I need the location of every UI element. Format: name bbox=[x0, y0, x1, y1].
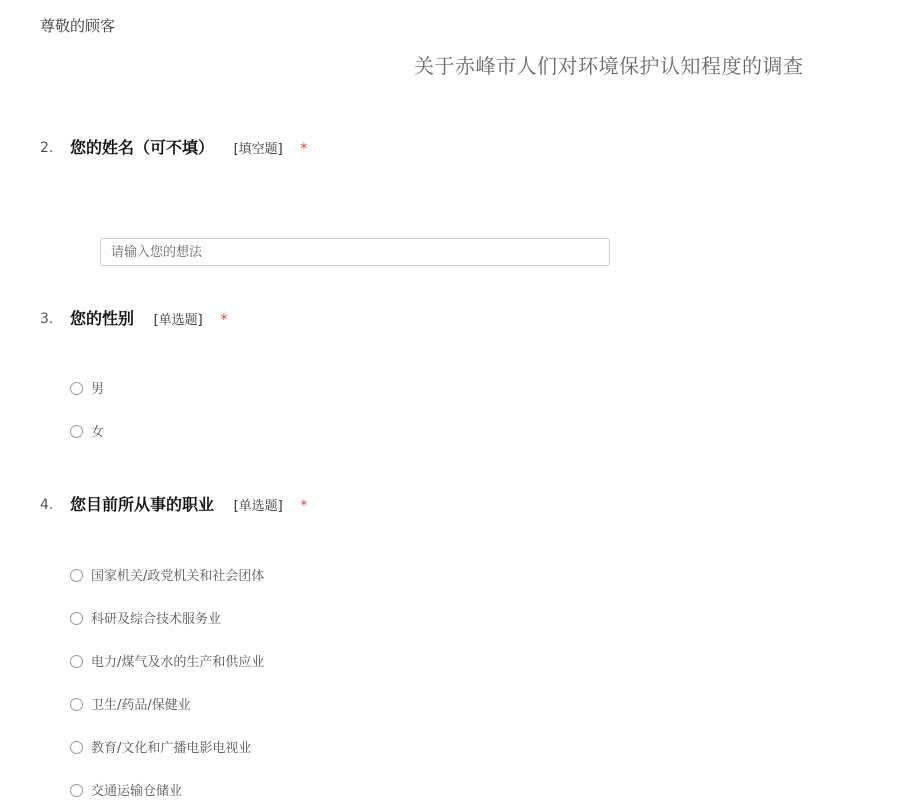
required-marker: * bbox=[220, 312, 228, 328]
question-title bbox=[70, 307, 227, 333]
radio-button[interactable] bbox=[70, 569, 83, 582]
radio-button[interactable] bbox=[70, 784, 83, 797]
option-label: 交通运输仓储业 bbox=[91, 783, 183, 799]
question-title-text: 您的姓名（可不填） bbox=[70, 138, 215, 157]
greeting-text: 尊敬的顾客 bbox=[40, 17, 116, 35]
question-occupation bbox=[40, 493, 860, 799]
question-title bbox=[70, 136, 307, 162]
option-label: 女 bbox=[91, 424, 105, 440]
radio-button[interactable] bbox=[70, 741, 83, 754]
question-header bbox=[40, 307, 860, 331]
option-label: 科研及综合技术服务业 bbox=[91, 611, 222, 627]
question-type-label: [单选题] bbox=[233, 499, 283, 514]
occupation-option-health[interactable] bbox=[70, 694, 191, 716]
question-header bbox=[40, 493, 860, 517]
occupation-option-government[interactable] bbox=[70, 565, 264, 587]
option-label: 男 bbox=[91, 381, 105, 397]
radio-button[interactable] bbox=[70, 382, 83, 395]
required-marker: * bbox=[300, 498, 308, 514]
name-input[interactable] bbox=[100, 238, 610, 266]
question-number: 4. bbox=[40, 497, 54, 513]
required-marker: * bbox=[300, 141, 308, 157]
question-type-label: [单选题] bbox=[153, 313, 203, 328]
question-number: 2. bbox=[40, 140, 54, 156]
occupation-option-utilities[interactable] bbox=[70, 651, 264, 673]
question-title-text: 您的性别 bbox=[70, 309, 135, 328]
question-title bbox=[70, 493, 307, 519]
question-gender bbox=[40, 307, 860, 440]
question-header bbox=[40, 136, 860, 160]
radio-button[interactable] bbox=[70, 612, 83, 625]
gender-option-male[interactable] bbox=[70, 378, 104, 400]
option-label: 国家机关/政党机关和社会团体 bbox=[91, 568, 265, 584]
option-label: 电力/煤气及水的生产和供应业 bbox=[91, 654, 265, 670]
option-label: 卫生/药品/保健业 bbox=[91, 697, 191, 713]
occupation-option-education[interactable] bbox=[70, 737, 251, 759]
radio-button[interactable] bbox=[70, 425, 83, 438]
option-label: 教育/文化和广播电影电视业 bbox=[91, 740, 252, 756]
question-type-label: [填空题] bbox=[233, 142, 283, 157]
survey-title: 关于赤峰市人们对环境保护认知程度的调查 bbox=[414, 54, 804, 78]
occupation-option-research[interactable] bbox=[70, 608, 221, 630]
radio-button[interactable] bbox=[70, 698, 83, 711]
question-number: 3. bbox=[40, 311, 54, 327]
question-name bbox=[40, 136, 860, 160]
question-title-text: 您目前所从事的职业 bbox=[70, 495, 215, 514]
occupation-option-transport[interactable] bbox=[70, 780, 182, 800]
gender-option-female[interactable] bbox=[70, 421, 104, 443]
radio-button[interactable] bbox=[70, 655, 83, 668]
